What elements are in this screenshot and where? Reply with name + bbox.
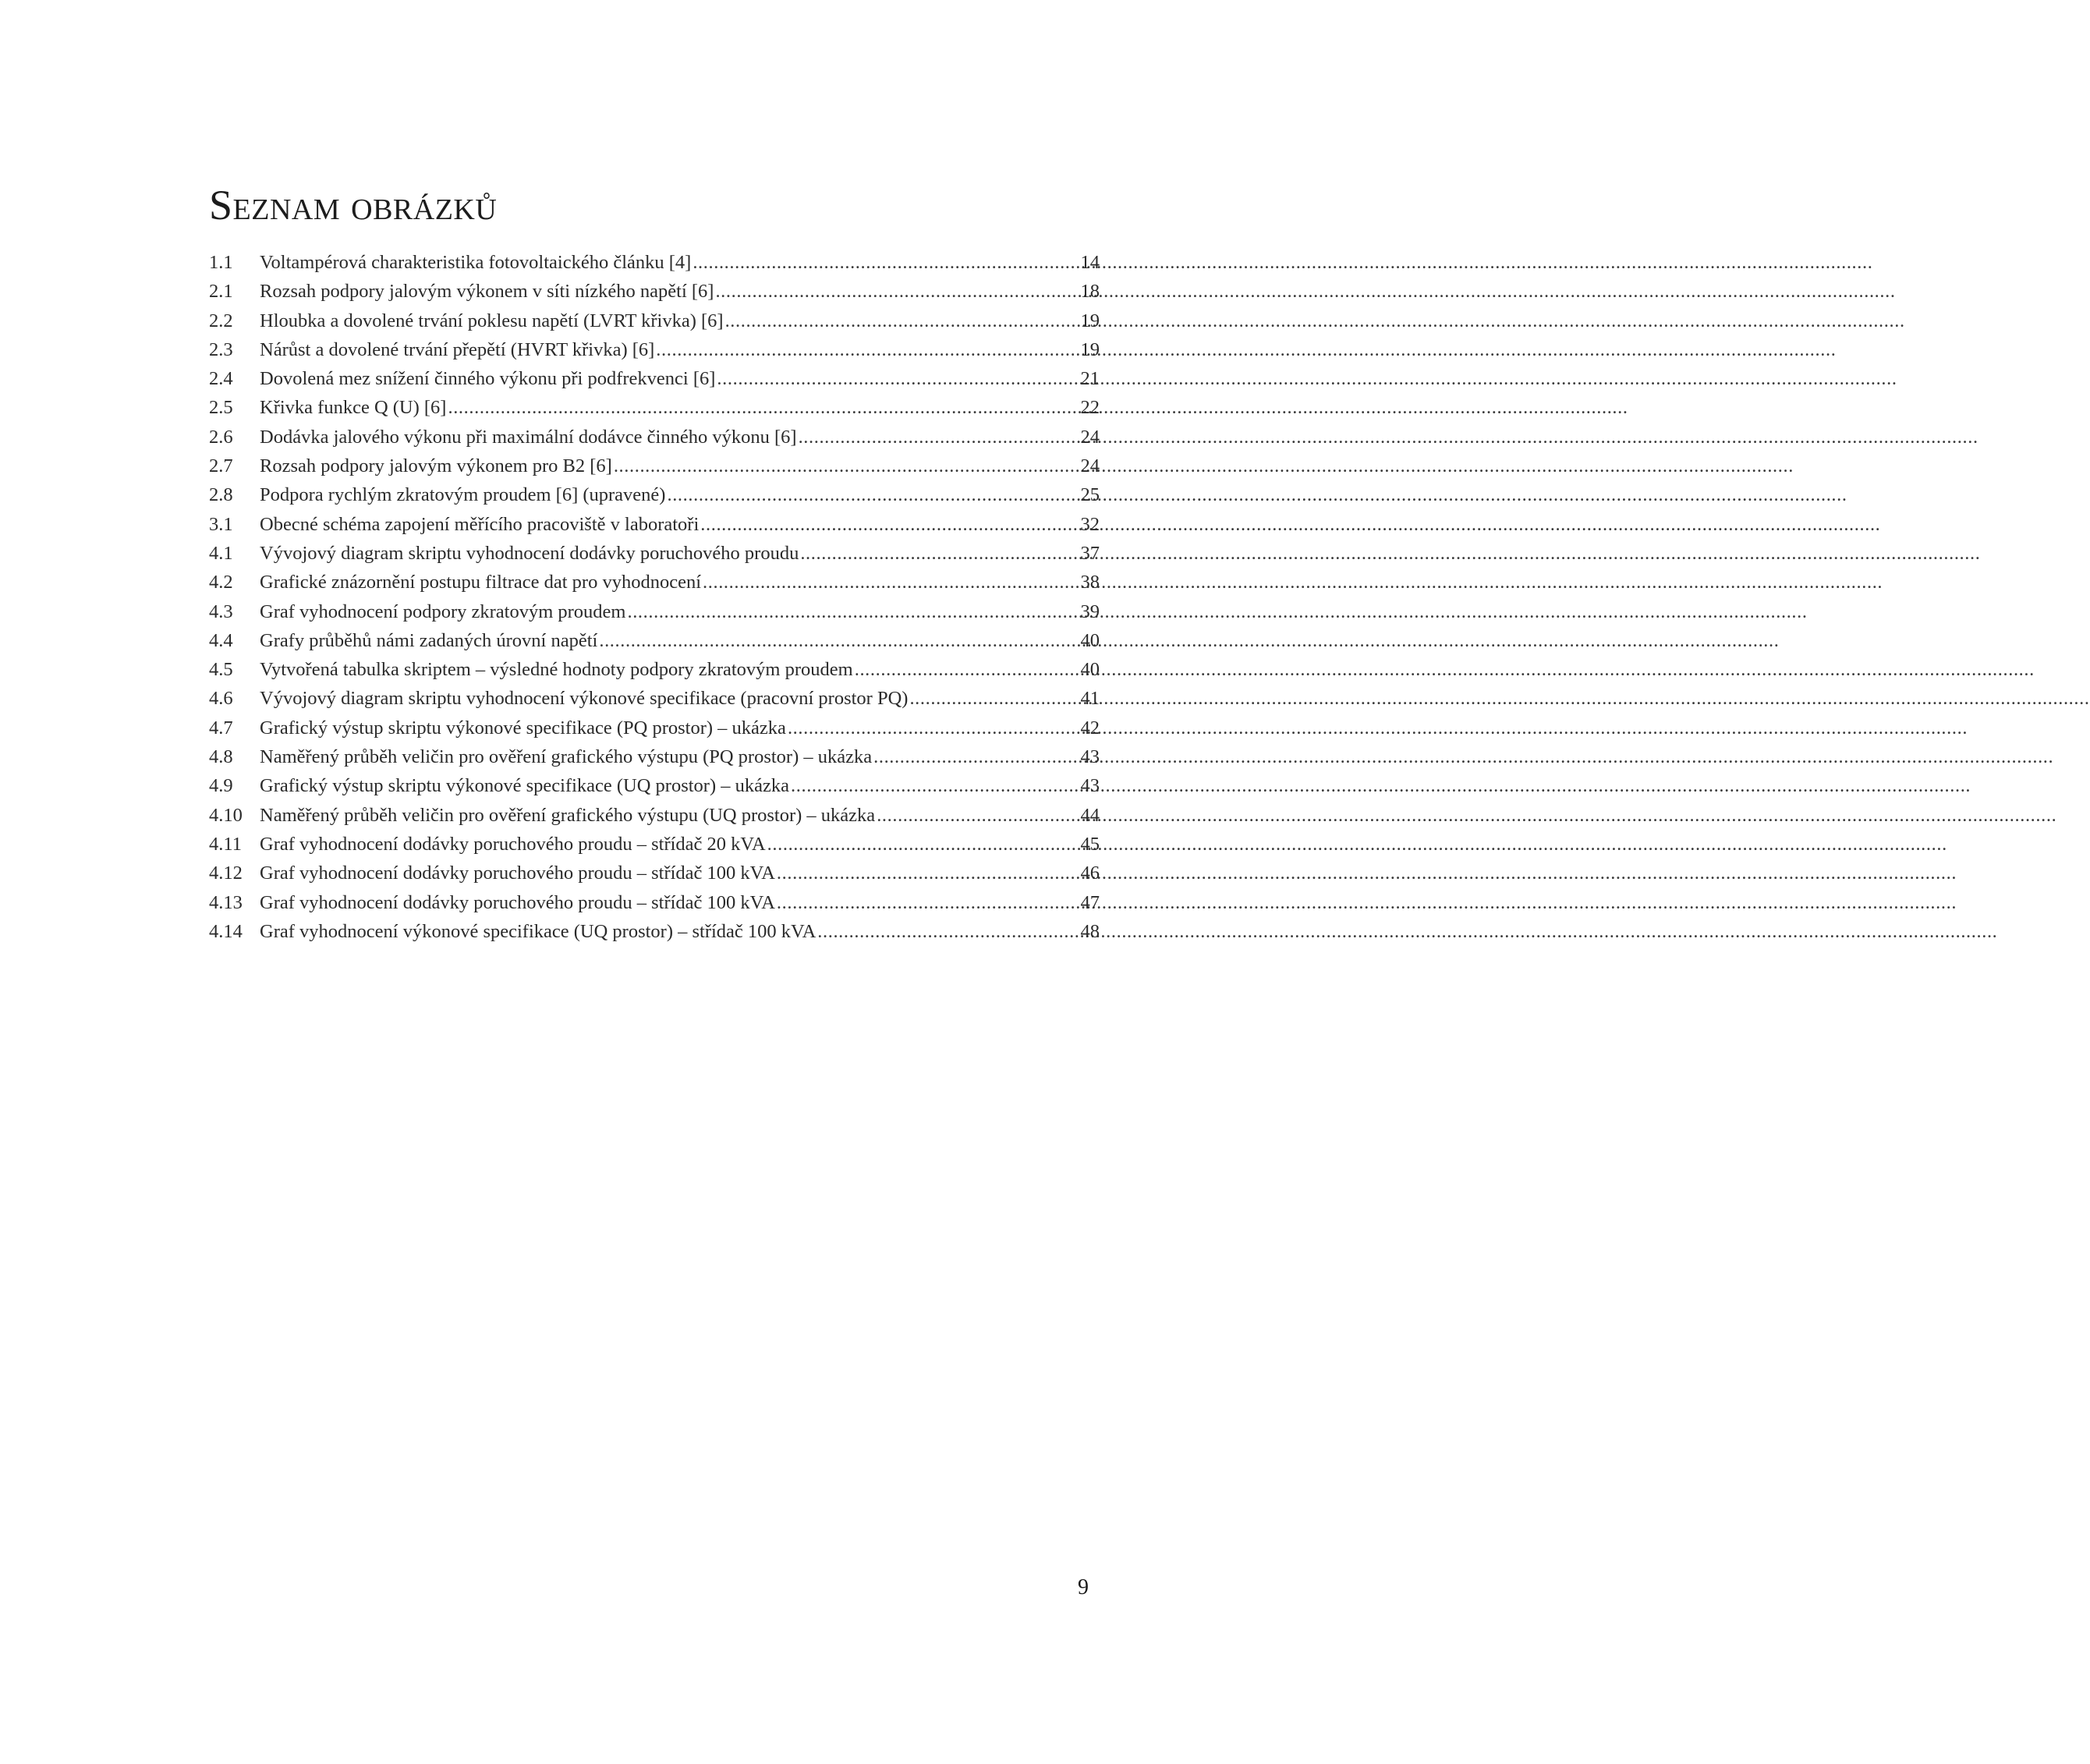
- figure-title: Vytvořená tabulka skriptem – výsledné hodnoty podpory zkratovým proudem: [260, 659, 853, 681]
- dot-leader: [448, 393, 1079, 422]
- dot-leader: [656, 335, 1079, 364]
- figure-title: Rozsah podpory jalovým výkonem v síti nízkého napětí [6]: [260, 281, 714, 303]
- dot-leader: [767, 830, 1079, 859]
- figure-number: 2.7: [209, 455, 233, 477]
- toc-entry[interactable]: [209, 830, 1100, 859]
- figure-page-number: 22: [1080, 397, 1100, 419]
- toc-entry[interactable]: [209, 248, 1100, 277]
- toc-entry[interactable]: [209, 801, 1100, 830]
- figure-number: 2.3: [209, 338, 233, 360]
- dot-leader: [703, 568, 1079, 597]
- figure-number: 4.2: [209, 572, 233, 593]
- figure-number: 2.4: [209, 368, 233, 390]
- toc-entry[interactable]: [209, 742, 1100, 771]
- list-of-figures: [209, 248, 1100, 946]
- figure-number: 4.9: [209, 775, 233, 797]
- figure-page-number: 24: [1080, 455, 1100, 477]
- figure-page-number: 42: [1080, 717, 1100, 739]
- toc-entry[interactable]: [209, 684, 1100, 713]
- figure-page-number: 32: [1080, 513, 1100, 535]
- figure-page-number: 21: [1080, 368, 1100, 390]
- figure-page-number: 19: [1080, 310, 1100, 331]
- dot-leader: [817, 917, 1079, 946]
- dot-leader: [909, 684, 1079, 713]
- toc-entry[interactable]: [209, 539, 1100, 568]
- figure-title: Grafický výstup skriptu výkonové specifikace (PQ prostor) – ukázka: [260, 717, 786, 739]
- figure-title: Graf vyhodnocení výkonové specifikace (UQ prostor) – střídač 100 kVA: [260, 920, 817, 942]
- figure-title: Naměřený průběh veličin pro ověření grafického výstupu (UQ prostor) – ukázka: [260, 804, 876, 826]
- toc-entry[interactable]: [209, 771, 1100, 800]
- toc-entry[interactable]: [209, 859, 1100, 887]
- figure-page-number: 37: [1080, 542, 1100, 564]
- figure-title: Křivka funkce Q (U) [6]: [260, 397, 447, 419]
- toc-entry[interactable]: [209, 714, 1100, 742]
- dot-leader: [800, 539, 1079, 568]
- figure-page-number: 40: [1080, 659, 1100, 681]
- figure-number: 1.1: [209, 252, 233, 273]
- figure-number: 4.10: [209, 804, 243, 826]
- toc-entry[interactable]: [209, 597, 1100, 626]
- page-number: 9: [1078, 1575, 1089, 1599]
- dot-leader: [777, 888, 1079, 917]
- figure-number: 4.11: [209, 833, 242, 855]
- figure-page-number: 39: [1080, 600, 1100, 622]
- dot-leader: [627, 597, 1079, 626]
- figure-title: Naměřený průběh veličin pro ověření grafického výstupu (PQ prostor) – ukázka: [260, 746, 873, 768]
- figure-page-number: 48: [1080, 920, 1100, 942]
- figure-page-number: 14: [1080, 252, 1100, 273]
- toc-entry[interactable]: [209, 510, 1100, 539]
- figure-number: 4.7: [209, 717, 233, 739]
- figure-title: Rozsah podpory jalovým výkonem pro B2 [6]: [260, 455, 612, 477]
- figure-page-number: 47: [1080, 891, 1100, 913]
- figure-page-number: 43: [1080, 746, 1100, 768]
- figure-number: 4.13: [209, 891, 243, 913]
- figure-page-number: 38: [1080, 572, 1100, 593]
- figure-number: 2.1: [209, 281, 233, 303]
- toc-entry[interactable]: [209, 364, 1100, 393]
- figure-number: 2.5: [209, 397, 233, 419]
- figure-number: 2.2: [209, 310, 233, 331]
- dot-leader: [777, 859, 1079, 887]
- figure-title: Obecné schéma zapojení měřícího pracoviště v laboratoři: [260, 513, 700, 535]
- figure-title: Nárůst a dovolené trvání přepětí (HVRT křivka) [6]: [260, 338, 655, 360]
- figure-number: 4.5: [209, 659, 233, 681]
- figure-title: Grafický výstup skriptu výkonové specifikace (UQ prostor) – ukázka: [260, 775, 790, 797]
- figure-title: Graf vyhodnocení dodávky poruchového proudu – střídač 100 kVA: [260, 863, 775, 884]
- dot-leader: [717, 364, 1079, 393]
- figure-number: 2.6: [209, 426, 233, 448]
- toc-entry[interactable]: [209, 655, 1100, 684]
- dot-leader: [715, 277, 1079, 306]
- toc-entry[interactable]: [209, 423, 1100, 452]
- figure-number: 4.1: [209, 542, 233, 564]
- figure-page-number: 46: [1080, 863, 1100, 884]
- figure-title: Grafické znázornění postupu filtrace dat pro vyhodnocení: [260, 572, 702, 593]
- toc-entry[interactable]: [209, 626, 1100, 655]
- figure-page-number: 19: [1080, 338, 1100, 360]
- dot-leader: [599, 626, 1079, 655]
- figure-page-number: 43: [1080, 775, 1100, 797]
- toc-entry[interactable]: [209, 917, 1100, 946]
- toc-entry[interactable]: [209, 393, 1100, 422]
- dot-leader: [877, 801, 1079, 830]
- dot-leader: [791, 771, 1079, 800]
- dot-leader: [700, 510, 1079, 539]
- dot-leader: [693, 248, 1079, 277]
- dot-leader: [799, 423, 1079, 452]
- figure-number: 4.3: [209, 600, 233, 622]
- figure-title: Grafy průběhů námi zadaných úrovní napětí: [260, 629, 598, 651]
- figure-title: Vývojový diagram skriptu vyhodnocení dodávky poruchového proudu: [260, 542, 799, 564]
- toc-entry[interactable]: [209, 452, 1100, 480]
- figure-number: 4.4: [209, 629, 233, 651]
- figure-title: Vývojový diagram skriptu vyhodnocení výkonové specifikace (pracovní prostor PQ): [260, 688, 909, 710]
- figure-number: 4.8: [209, 746, 233, 768]
- toc-entry[interactable]: [209, 335, 1100, 364]
- figure-number: 4.12: [209, 863, 243, 884]
- figure-page-number: 18: [1080, 281, 1100, 303]
- figure-title: Graf vyhodnocení podpory zkratovým proudem: [260, 600, 626, 622]
- dot-leader: [873, 742, 1079, 771]
- figure-page-number: 44: [1080, 804, 1100, 826]
- toc-entry[interactable]: [209, 306, 1100, 335]
- figure-page-number: 40: [1080, 629, 1100, 651]
- figure-title: Voltampérová charakteristika fotovoltaického článku [4]: [260, 252, 692, 273]
- figure-page-number: 25: [1080, 484, 1100, 506]
- figure-title: Graf vyhodnocení dodávky poruchového proudu – střídač 100 kVA: [260, 891, 775, 913]
- figure-number: 3.1: [209, 513, 233, 535]
- figure-title: Podpora rychlým zkratovým proudem [6] (upravené): [260, 484, 666, 506]
- toc-entry[interactable]: [209, 888, 1100, 917]
- figure-title: Dodávka jalového výkonu při maximální dodávce činného výkonu [6]: [260, 426, 797, 448]
- toc-entry[interactable]: [209, 480, 1100, 509]
- figure-number: 4.14: [209, 920, 243, 942]
- figure-number: 2.8: [209, 484, 233, 506]
- figure-page-number: 24: [1080, 426, 1100, 448]
- dot-leader: [667, 480, 1079, 509]
- figure-title: Graf vyhodnocení dodávky poruchového proudu – střídač 20 kVA: [260, 833, 766, 855]
- figure-page-number: 41: [1080, 688, 1100, 710]
- figure-title: Hloubka a dovolené trvání poklesu napětí (LVRT křivka) [6]: [260, 310, 724, 331]
- toc-entry[interactable]: [209, 277, 1100, 306]
- dot-leader: [788, 714, 1079, 742]
- page-title: Seznam obrázků: [209, 182, 498, 228]
- figure-title: Dovolená mez snížení činného výkonu při podfrekvenci [6]: [260, 368, 716, 390]
- dot-leader: [614, 452, 1079, 480]
- dot-leader: [725, 306, 1079, 335]
- figure-number: 4.6: [209, 688, 233, 710]
- toc-entry[interactable]: [209, 568, 1100, 597]
- figure-page-number: 45: [1080, 833, 1100, 855]
- dot-leader: [855, 655, 1079, 684]
